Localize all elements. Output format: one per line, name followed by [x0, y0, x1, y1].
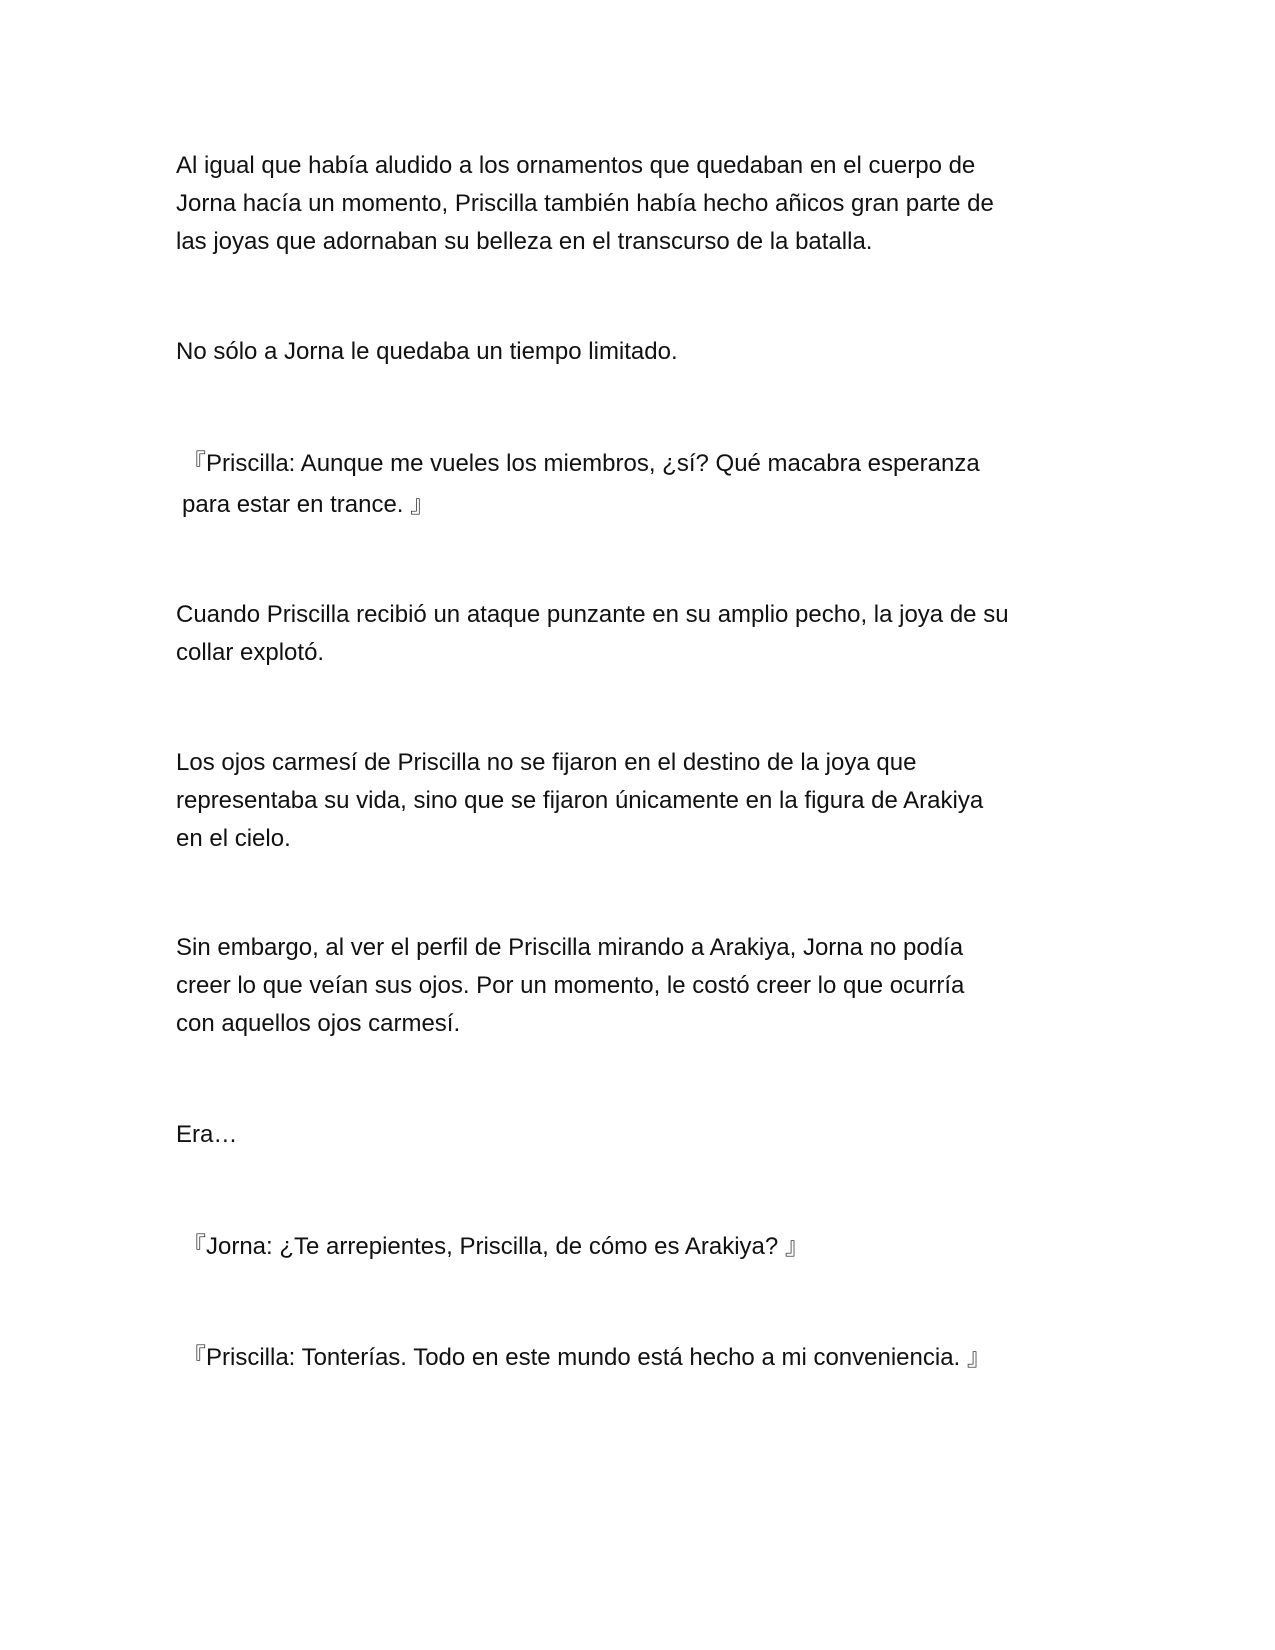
paragraph-line: con aquellos ojos carmesí.: [176, 1010, 461, 1037]
paragraph-line: Al igual que había aludido a los ornamentos que quedaban en el cuerpo de: [176, 152, 976, 179]
paragraph-line: collar explotó.: [176, 639, 325, 666]
dialogue-line: 『Priscilla: Tonterías. Todo en este mundo está hecho a mi conveniencia. 』: [182, 1344, 991, 1371]
paragraph-line: Jorna hacía un momento, Priscilla también había hecho añicos gran parte de: [176, 190, 994, 217]
dialogue-jorna: [182, 1226, 1112, 1267]
paragraph-line: Los ojos carmesí de Priscilla no se fijaron en el destino de la joya que: [176, 749, 917, 776]
paragraph-1: [176, 147, 1106, 261]
dialogue-line: para estar en trance. 』: [182, 491, 435, 518]
paragraph-6: [176, 929, 1106, 1043]
paragraph-line: las joyas que adornaban su belleza en el transcurso de la batalla.: [176, 228, 873, 255]
paragraph-line: Cuando Priscilla recibió un ataque punzante en su amplio pecho, la joya de su: [176, 601, 1009, 628]
paragraph-line: representaba su vida, sino que se fijaron únicamente en la figura de Arakiya: [176, 787, 984, 814]
paragraph-7: [176, 1116, 1106, 1154]
dialogue-line: 『Priscilla: Aunque me vueles los miembros, ¿sí? Qué macabra esperanza: [182, 450, 980, 477]
dialogue-priscilla-2: [182, 1337, 1112, 1378]
paragraph-line: Era…: [176, 1121, 238, 1148]
paragraph-line: No sólo a Jorna le quedaba un tiempo limitado.: [176, 338, 678, 365]
paragraph-4: [176, 596, 1106, 672]
dialogue-priscilla-1: [182, 443, 1112, 525]
paragraph-5: [176, 744, 1106, 858]
paragraph-line: Sin embargo, al ver el perfil de Priscilla mirando a Arakiya, Jorna no podía: [176, 934, 964, 961]
paragraph-line: en el cielo.: [176, 825, 291, 852]
dialogue-line: 『Jorna: ¿Te arrepientes, Priscilla, de cómo es Arakiya? 』: [182, 1233, 809, 1260]
paragraph-2: [176, 333, 1106, 371]
paragraph-line: creer lo que veían sus ojos. Por un momento, le costó creer lo que ocurría: [176, 972, 965, 999]
